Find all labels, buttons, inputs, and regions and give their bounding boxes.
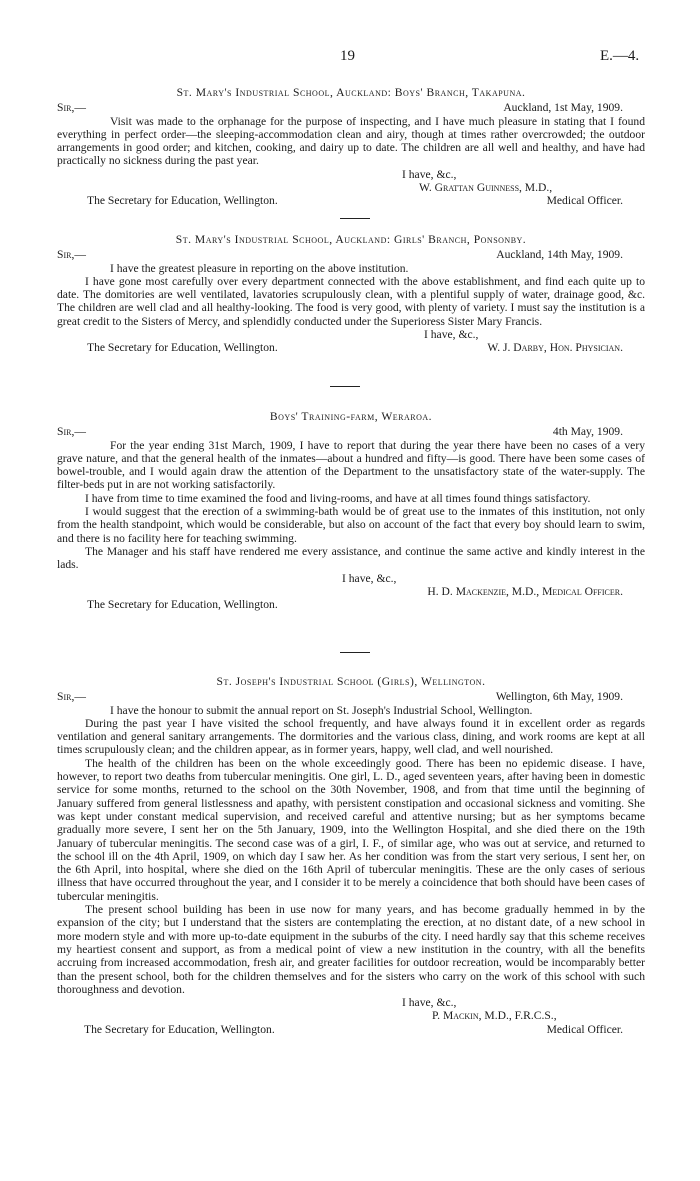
signatory-title: Medical Officer. xyxy=(546,1022,623,1036)
paragraph: Visit was made to the orphanage for the purpose of inspecting, and I have much pleasure in stating that I found everything in perfect order—the sleeping-accommodation clean and airy, though at times rather overcrowded; the outdoor arrangements in good order; and kitchen, cooking, and dairy up to date. The children are all well and healthy, and have had practically no sickness during the past year. xyxy=(57,114,645,168)
closing: I have, &c., xyxy=(424,328,479,342)
signatory: W. J. Darby, Hon. Physician. xyxy=(487,341,623,355)
section-divider xyxy=(330,386,360,387)
salutation-line xyxy=(57,101,645,114)
salutation-line xyxy=(57,248,645,261)
paragraph: The present school building has been in use now for many years, and has become gradually hemmed in by the expansion of the city; but I understand that the sisters are contemplating the erection, at no distant date, of a new school in more modern style and with more up-to-date equipment in the suburbs of the city. I need hardly say that this scheme receives my heartiest consent and support, as from a medical point of view a new institution in the country, with all the benefits accruing from increased accommodation, fresh air, and greater facilities for outdoor recreation, would be incomparably better than the present school, both for the children themselves and for the sisters who carry on the work of this school with such thoroughness and devotion. xyxy=(57,903,645,996)
salutation-line xyxy=(57,425,645,438)
paragraph: During the past year I have visited the school frequently, and have always found it in excellent order as regards ventilation and general sanitary arrangements. The dormitories and the various class, dining, and work rooms are kept at all times scrupulously clean; and the children appear, as in former years, happy, well clad, and well nourished. xyxy=(57,716,645,757)
section-divider xyxy=(340,218,370,219)
salutation: Sir,— xyxy=(57,248,86,262)
salutation-line xyxy=(57,690,645,703)
addressee: The Secretary for Education, Wellington. xyxy=(84,1022,275,1036)
salutation: Sir,— xyxy=(57,425,86,439)
document-reference: E.—4. xyxy=(600,48,640,64)
section-divider xyxy=(340,652,370,653)
report-title: Boys' Training-farm, Weraroa. xyxy=(269,410,433,423)
page-number: 19 xyxy=(340,48,355,64)
closing: I have, &c., xyxy=(342,571,397,585)
signatory: H. D. Mackenzie, M.D., Medical Officer. xyxy=(427,584,623,598)
report-boys-training-farm xyxy=(57,410,645,611)
signatory: W. Grattan Guinness, M.D., xyxy=(419,181,553,195)
report-date: Wellington, 6th May, 1909. xyxy=(495,690,623,704)
signatory-title: Medical Officer. xyxy=(546,194,623,208)
report-date: Auckland, 1st May, 1909. xyxy=(503,101,623,115)
paragraph: I would suggest that the erection of a swimming-bath would be of great use to the inmates of this institution, not only from the health standpoint, which would be considerable, but also on account of the fact that every boy should learn to swim, and there is no facility here for teaching swimming. xyxy=(57,505,645,545)
closing: I have, &c., xyxy=(402,167,457,181)
report-girls-branch-ponsonby xyxy=(57,233,645,355)
report-st-josephs xyxy=(57,675,645,1036)
paragraph: I have the greatest pleasure in reporting on the above institution. xyxy=(110,261,409,275)
closing: I have, &c., xyxy=(402,996,457,1010)
report-boys-branch-takapuna xyxy=(57,86,645,208)
paragraph: For the year ending 31st March, 1909, I have to report that during the year there have been no cases of a very grave nature, and that the general health of the inmates—about a hundred and fifty—is good. There have been some cases of bowel-trouble, and I would again draw the attention of the Department to the unsatisfactory state of the water-supply. The filter-beds put in are not working satisfactorily. xyxy=(57,438,645,492)
signatory: P. Mackin, M.D., F.R.C.S., xyxy=(432,1009,557,1023)
salutation: Sir,— xyxy=(57,690,86,704)
report-date: Auckland, 14th May, 1909. xyxy=(496,248,623,262)
addressee: The Secretary for Education, Wellington. xyxy=(87,341,278,355)
addressee: The Secretary for Education, Wellington. xyxy=(87,598,278,612)
paragraph: I have the honour to submit the annual report on St. Joseph's Industrial School, Wellington. xyxy=(110,703,533,717)
report-title: St. Joseph's Industrial School (Girls), Wellington. xyxy=(216,675,486,688)
paragraph: I have from time to time examined the food and living-rooms, and have at all times found things satisfactory. xyxy=(85,491,591,505)
report-title: St. Mary's Industrial School, Auckland: Boys' Branch, Takapuna. xyxy=(176,86,526,99)
report-title: St. Mary's Industrial School, Auckland: Girls' Branch, Ponsonby. xyxy=(175,233,527,246)
paragraph: The Manager and his staff have rendered me every assistance, and continue the same active and kindly interest in the lads. xyxy=(57,544,645,572)
paragraph: The health of the children has been on the whole exceedingly good. There has been no epidemic disease. I have, however, to report two deaths from tubercular meningitis. One girl, L. D., aged seventeen years, after having been in domestic service for some months, returned to the school on the 30th November, 1908, and from that time until the beginning of January suffered from general listlessness and apathy, with persistent constipation and occasional sickness and vomiting. She was kept under constant medical supervision, and received careful and attentive nursing; but as her symptoms became gradually more severe, I sent her on the 5th January, 1909, into the Wellington Hospital, and she died there on the 19th January of tubercular meningitis. The second case was of a girl, I. F., of similar age, who was out at service, and returned to the school ill on the 4th April, 1909, on which day I saw her. As her condition was from the start very serious, I sent her, on the 6th April, into hospital, where she died on the 16th April of tubercular meningitis. These are the only cases of serious illness that have occurred throughout the year, and I consider it to be merely a coincidence that both should have been cases of tubercular meningitis. xyxy=(57,756,645,903)
addressee: The Secretary for Education, Wellington. xyxy=(87,194,278,208)
salutation: Sir,— xyxy=(57,101,86,115)
report-date: 4th May, 1909. xyxy=(552,425,623,439)
paragraph: I have gone most carefully over every department connected with the above establishment, and find each quite up to date. The domitories are well ventilated, lavatories scrupulously clean, with a plentiful supply of water, drainage good, &c. The children are well clad and all healthy-looking. The food is very good, with plenty of variety. I must say the institution is a great credit to the Sisters of Mercy, and splendidly conducted under the Superioress Sister Mary Francis. xyxy=(57,274,645,328)
